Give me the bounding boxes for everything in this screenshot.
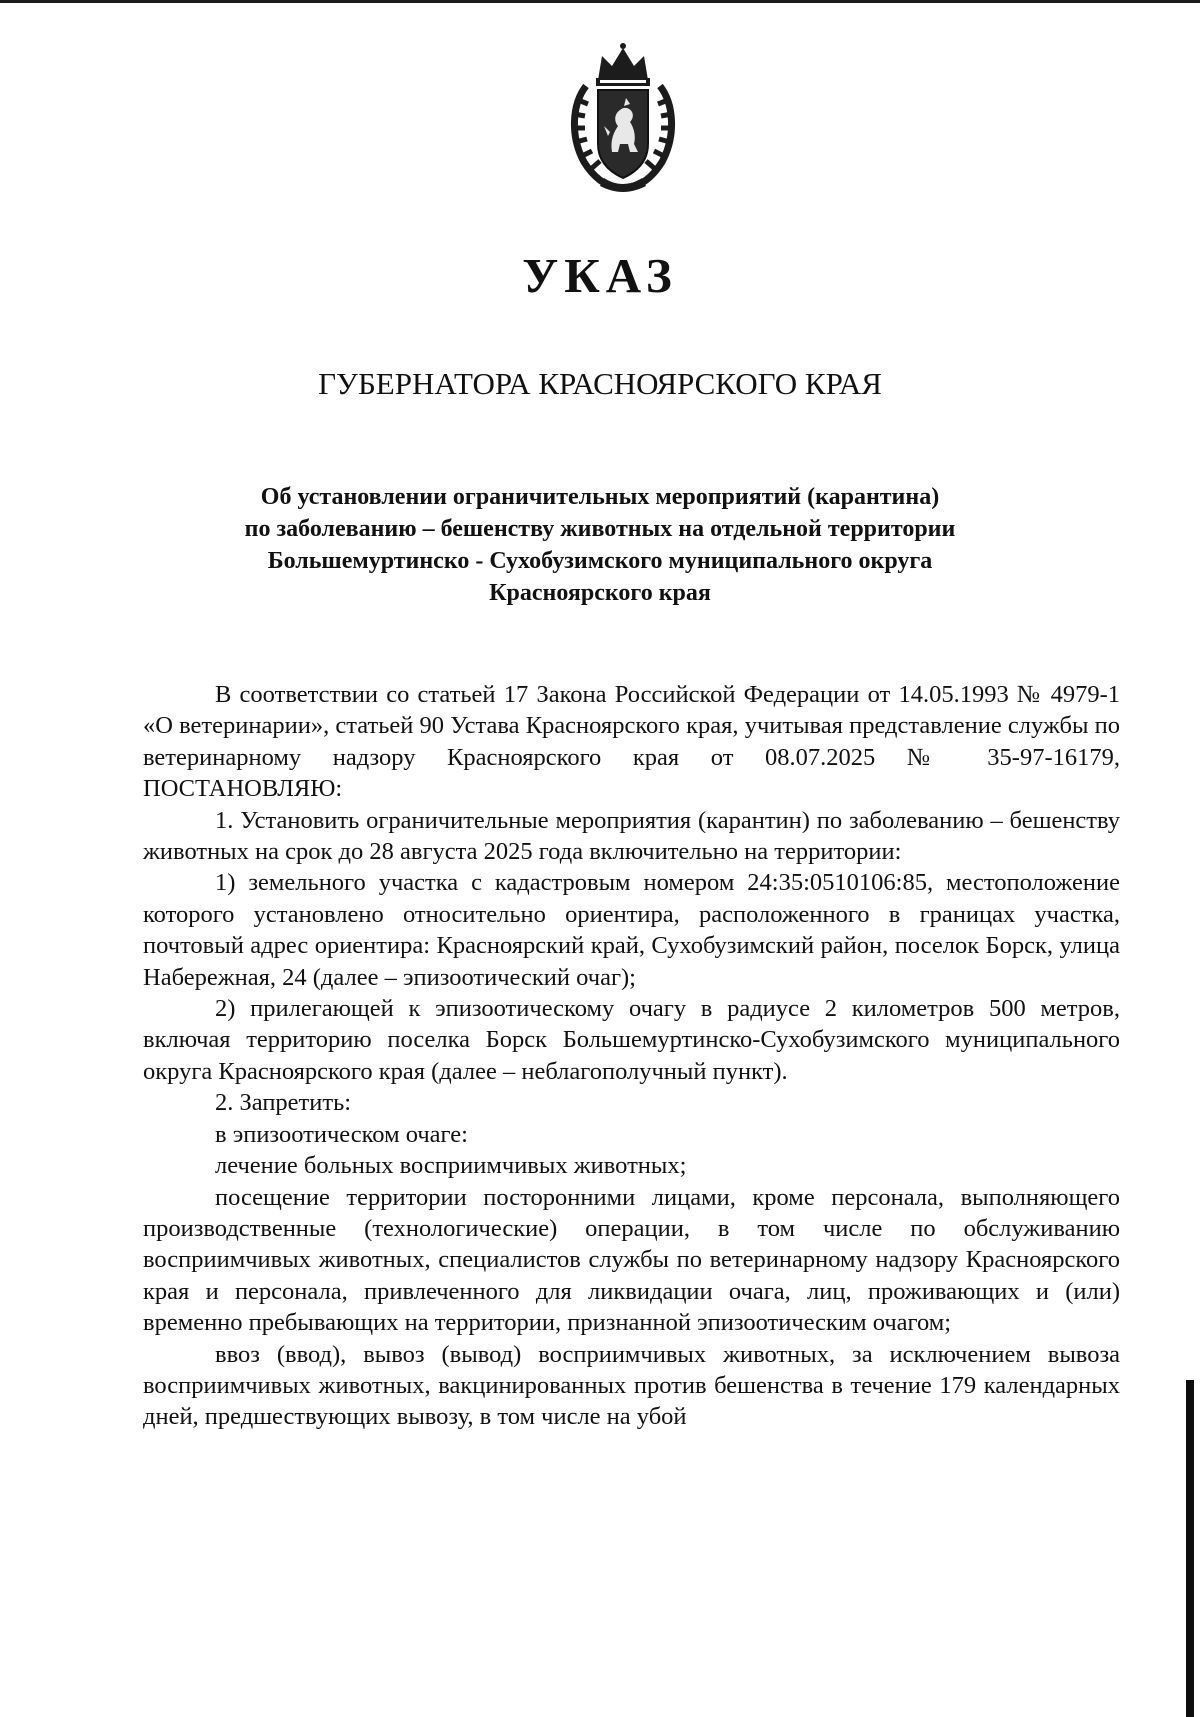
clause-2-item-paragraph: лечение больных восприимчивых животных; (215, 1152, 687, 1180)
scan-edge-top (0, 0, 1200, 3)
document-body (143, 679, 1120, 1433)
preamble-paragraph: В соответствии со статьей 17 Закона Российской Федерации от 14.05.1993 № 4979-1 «О ветеринарии», статьей 90 Устава Красноярского края, учитывая представление службы по ветеринарному надзору Красноярского края от 08.07.2025 № 35-97-16179, ПОСТАНОВЛЯЮ: (143, 681, 1120, 803)
coat-of-arms-emblem (564, 40, 682, 192)
clause-2-subheading: в эпизоотическом очаге: (215, 1120, 468, 1148)
clause-1-item-2-paragraph: 2) прилегающей к эпизоотическому очагу в радиусе 2 километров 500 метров, включая территорию поселка Борск Большемуртинско-Сухобузимского муниципального округа Красноярского края (далее – неблагополучный пункт). (143, 995, 1120, 1085)
scan-edge-right (1186, 1380, 1194, 1717)
title-line: Большемуртинско - Сухобузимского муниципального округа (267, 548, 933, 574)
clause-2-item-paragraph: посещение территории посторонними лицами, кроме персонала, выполняющего производственные (технологические) операции, в том числе по обслуживанию восприимчивых животных, специалистов службы по ветеринарному надзору Красноярского края и персонала, привлеченного для ликвидации очага, лиц, проживающих и (или) временно пребывающих на территории, признанной эпизоотическим очагом; (143, 1183, 1120, 1337)
clause-1-paragraph: 1. Установить ограничительные мероприятия (карантин) по заболеванию – бешенству животных на срок до 28 августа 2025 года включительно на территории: (143, 806, 1120, 866)
clause-2-item-paragraph: ввоз (ввод), вывоз (вывод) восприимчивых животных, за исключением вывоза восприимчивых животных, вакцинированных против бешенства в течение 179 календарных дней, предшествующих вывозу, в том числе на убой (143, 1340, 1120, 1431)
clause-2-paragraph: 2. Запретить: (215, 1089, 352, 1117)
title-line: Об установлении ограничительных мероприятий (карантина) (260, 484, 940, 510)
title-line: Красноярского края (489, 580, 711, 606)
issuing-authority: ГУБЕРНАТОРА КРАСНОЯРСКОГО КРАЯ (318, 366, 882, 401)
document-type-heading: УКАЗ (522, 248, 678, 303)
document-title (160, 481, 1040, 609)
clause-1-item-1-paragraph: 1) земельного участка с кадастровым номером 24:35:0510106:85, местоположение которого установлено относительно ориентира, расположенного в границах участка, почтовый адрес ориентира: Красноярский край, Сухобузимский район, поселок Борск, улица Набережная, 24 (далее – эпизоотический очаг); (143, 869, 1120, 991)
title-line: по заболеванию – бешенству животных на отдельной территории (244, 516, 956, 542)
